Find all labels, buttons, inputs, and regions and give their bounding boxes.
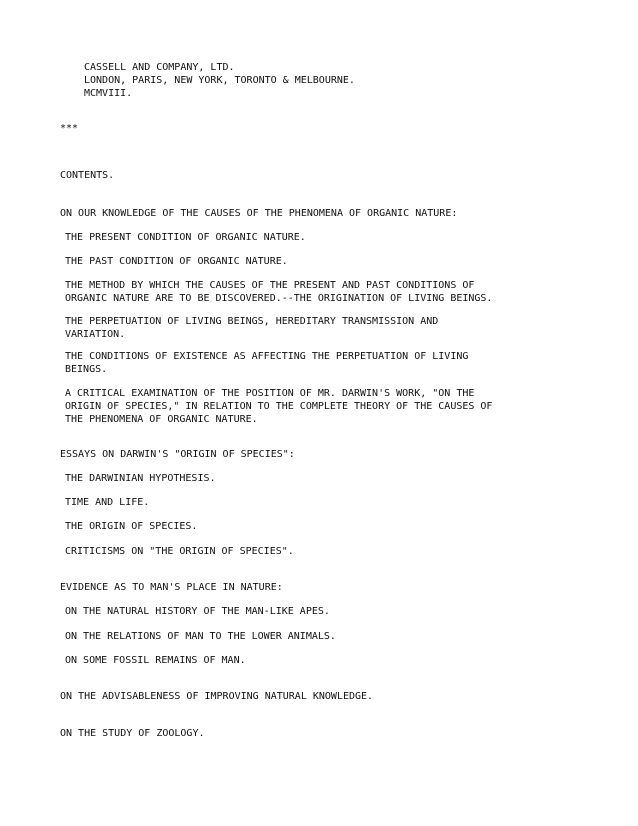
contents-item: ON SOME FOSSIL REMAINS OF MAN. — [65, 655, 246, 666]
contents-item: BEINGS. — [65, 364, 108, 375]
contents-item: ON THE NATURAL HISTORY OF THE MAN-LIKE APES. — [65, 606, 330, 617]
contents-item: ON THE RELATIONS OF MAN TO THE LOWER ANIMALS. — [65, 631, 336, 642]
contents-item: TIME AND LIFE. — [65, 497, 150, 508]
section-title: ESSAYS ON DARWIN'S "ORIGIN OF SPECIES": — [60, 449, 295, 460]
contents-heading: CONTENTS. — [60, 170, 115, 181]
section-title: ON OUR KNOWLEDGE OF THE CAUSES OF THE PHENOMENA OF ORGANIC NATURE: — [60, 208, 458, 219]
contents-item: ORGANIC NATURE ARE TO BE DISCOVERED.--THE ORIGINATION OF LIVING BEINGS. — [65, 293, 493, 304]
contents-item: ORIGIN OF SPECIES," IN RELATION TO THE COMPLETE THEORY OF THE CAUSES OF — [65, 401, 493, 412]
contents-item: THE ORIGIN OF SPECIES. — [65, 521, 198, 532]
section-title: ON THE ADVISABLENESS OF IMPROVING NATURAL KNOWLEDGE. — [60, 691, 374, 702]
contents-item: THE DARWINIAN HYPOTHESIS. — [65, 473, 216, 484]
section-separator: *** — [60, 123, 79, 134]
contents-item: THE CONDITIONS OF EXISTENCE AS AFFECTING THE PERPETUATION OF LIVING — [65, 351, 469, 362]
contents-item: THE PAST CONDITION OF ORGANIC NATURE. — [65, 256, 288, 267]
publisher-name: CASSELL AND COMPANY, LTD. — [84, 62, 235, 73]
contents-item: A CRITICAL EXAMINATION OF THE POSITION OF MR. DARWIN'S WORK, "ON THE — [65, 388, 475, 399]
contents-item: THE METHOD BY WHICH THE CAUSES OF THE PRESENT AND PAST CONDITIONS OF — [65, 280, 475, 291]
publication-year: MCMVIII. — [84, 88, 133, 99]
publisher-locations: LONDON, PARIS, NEW YORK, TORONTO & MELBOURNE. — [84, 75, 355, 86]
contents-item: THE PRESENT CONDITION OF ORGANIC NATURE. — [65, 232, 306, 243]
contents-item: CRITICISMS ON "THE ORIGIN OF SPECIES". — [65, 546, 294, 557]
section-title: ON THE STUDY OF ZOOLOGY. — [60, 728, 205, 739]
contents-item: THE PERPETUATION OF LIVING BEINGS, HEREDITARY TRANSMISSION AND — [65, 316, 439, 327]
contents-item: VARIATION. — [65, 329, 126, 340]
section-title: EVIDENCE AS TO MAN'S PLACE IN NATURE: — [60, 582, 283, 593]
contents-item: THE PHENOMENA OF ORGANIC NATURE. — [65, 414, 258, 425]
